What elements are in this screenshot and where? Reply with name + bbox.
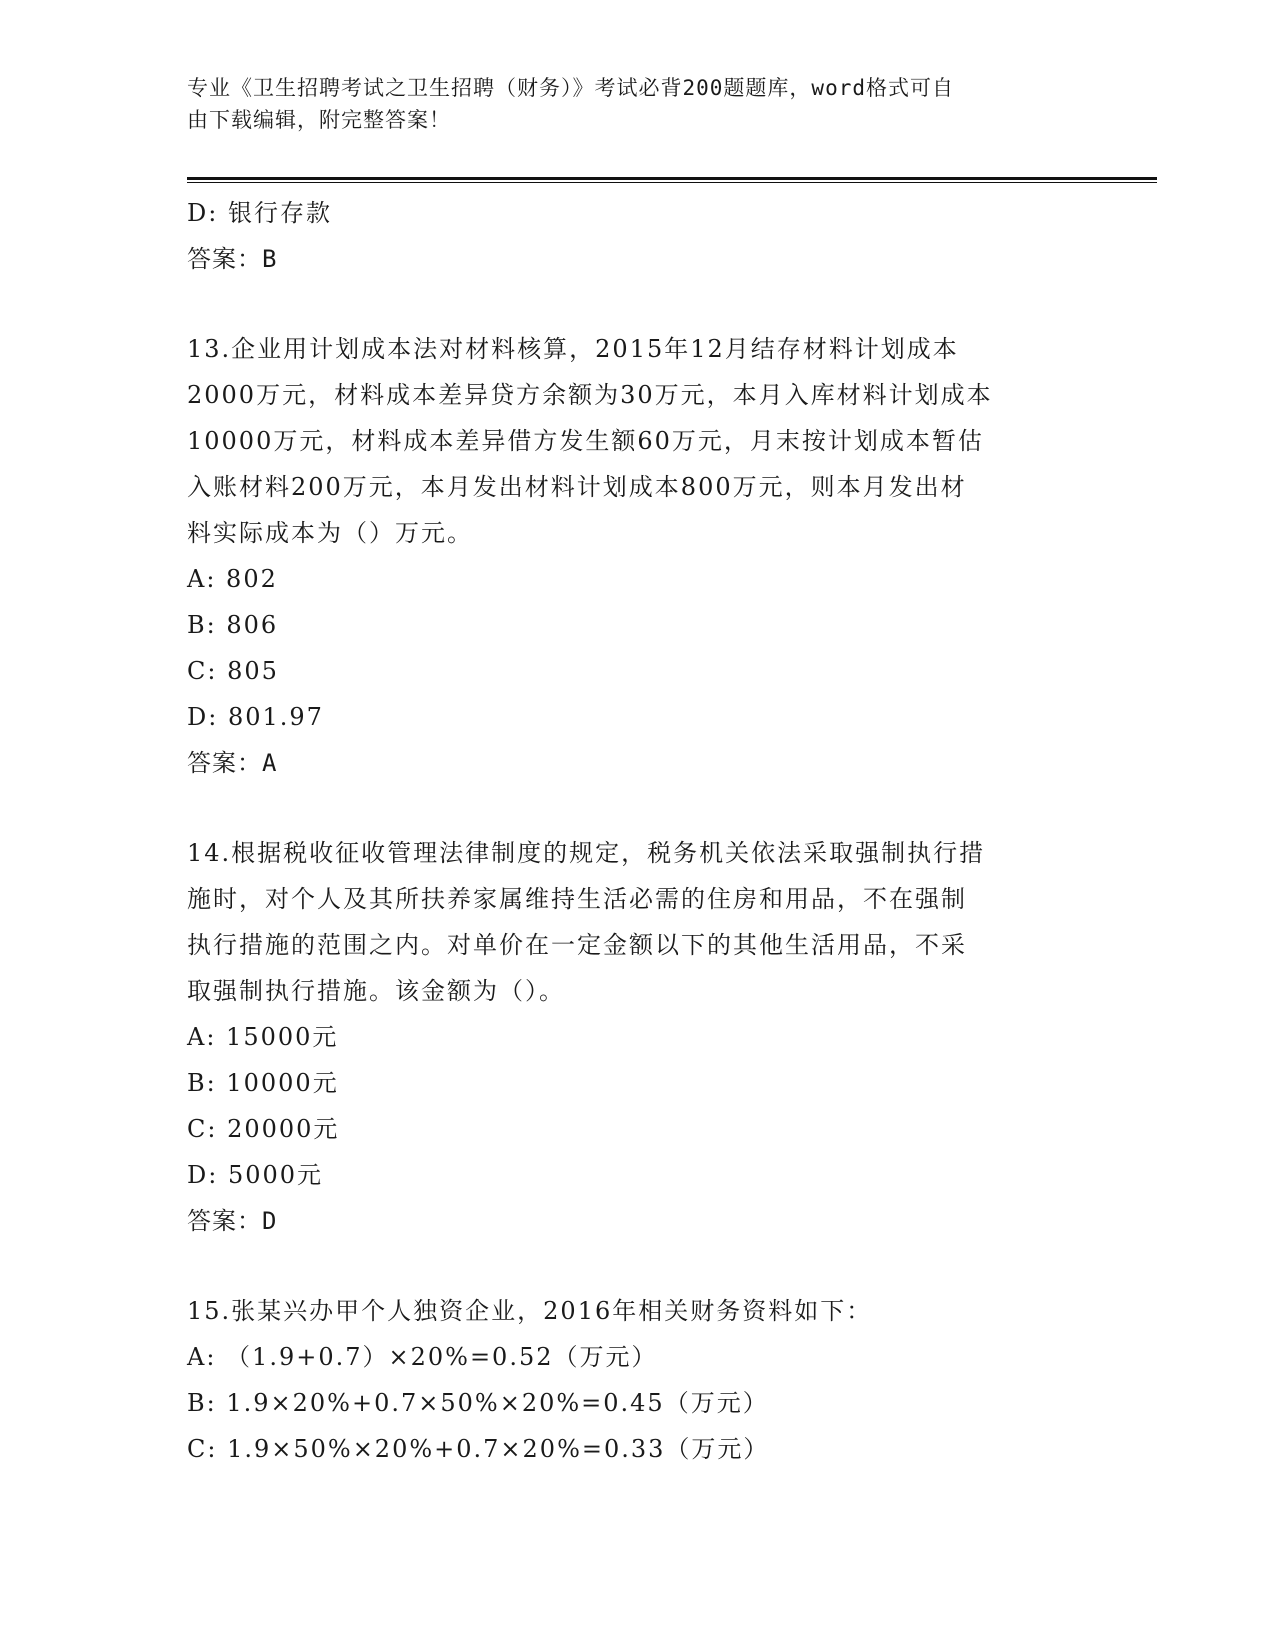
previous-question-tail (187, 190, 1087, 282)
question-line: 料实际成本为（）万元。 (187, 519, 473, 547)
option-c: C: 1.9×50%×20%+0.7×20%=0.33（万元） (187, 1435, 770, 1463)
question-line: 取强制执行措施。该金额为（）。 (187, 977, 565, 1005)
question-line: 入账材料200万元，本月发出材料计划成本800万元，则本月发出材 (187, 473, 967, 501)
spacer (187, 786, 1087, 830)
question-line: 14.根据税收征收管理法律制度的规定，税务机关依法采取强制执行措 (187, 839, 986, 867)
document-body (187, 190, 1087, 1472)
answer-line: 答案：A (187, 749, 278, 777)
header-line-1: 专业《卫生招聘考试之卫生招聘（财务）》考试必背200题题库，word格式可自 (187, 76, 954, 100)
option-d: D: 5000元 (187, 1161, 324, 1189)
option-a: A: 802 (187, 565, 278, 593)
question-line: 执行措施的范围之内。对单价在一定金额以下的其他生活用品，不采 (187, 931, 967, 959)
question-13-text (187, 326, 1087, 556)
spacer (187, 1244, 1087, 1288)
question-line: 13.企业用计划成本法对材料核算，2015年12月结存材料计划成本 (187, 335, 959, 363)
option-b: B: 10000元 (187, 1069, 339, 1097)
question-line: 2000万元，材料成本差异贷方余额为30万元，本月入库材料计划成本 (187, 381, 993, 409)
answer-line: 答案：D (187, 1207, 278, 1235)
option-c: C: 20000元 (187, 1115, 340, 1143)
option-b: B: 1.9×20%+0.7×50%×20%=0.45（万元） (187, 1389, 769, 1417)
question-line: 15.张某兴办甲个人独资企业，2016年相关财务资料如下： (187, 1297, 873, 1325)
option-c: C: 805 (187, 657, 279, 685)
question-14 (187, 830, 1087, 1244)
option-a: A: （1.9+0.7）×20%=0.52（万元） (187, 1343, 658, 1371)
option-a: A: 15000元 (187, 1023, 339, 1051)
question-14-text (187, 830, 1087, 1014)
spacer (187, 282, 1087, 326)
question-15 (187, 1288, 1087, 1472)
header-divider-thin (187, 182, 1157, 183)
option-d: D: 银行存款 (187, 199, 332, 227)
option-d: D: 801.97 (187, 703, 324, 731)
option-b: B: 806 (187, 611, 279, 639)
question-15-text (187, 1288, 1087, 1334)
header-line-2: 由下载编辑，附完整答案！ (187, 108, 451, 132)
question-line: 10000万元，材料成本差异借方发生额60万元，月末按计划成本暂估 (187, 427, 984, 455)
header-divider-thick (187, 177, 1157, 180)
document-header (187, 72, 1087, 136)
question-line: 施时，对个人及其所扶养家属维持生活必需的住房和用品，不在强制 (187, 885, 967, 913)
answer-line: 答案：B (187, 245, 278, 273)
question-13 (187, 326, 1087, 786)
